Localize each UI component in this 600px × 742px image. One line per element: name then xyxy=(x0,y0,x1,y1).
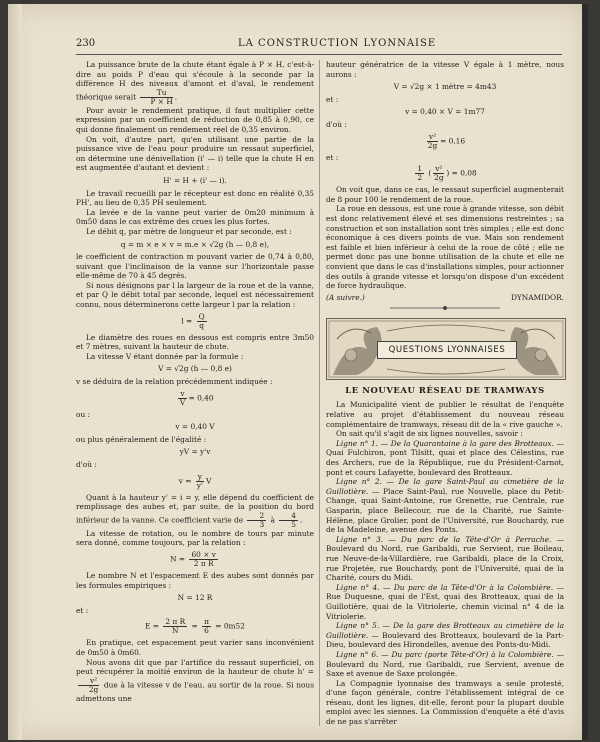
equation-label: d'où : xyxy=(326,119,347,129)
equation: l = $\frac{Q}{q}$ xyxy=(181,311,205,330)
running-title: LA CONSTRUCTION LYONNAISE xyxy=(238,38,437,49)
equation: V = √2g × 1 mètre = 4m43 xyxy=(393,82,497,92)
paragraph: On voit, d'autre part, qu'en utilisant une partie de la puissance vive de l'eau pour produire un ressaut superficiel, on détermine une dénivellation (i' — i) telle que la chute H en est augmentée d'autant et devient : xyxy=(76,134,314,173)
equation: q = m × e × v = m.e × √2g (h — 0,8 e), xyxy=(120,239,270,249)
equation: N = $\frac{60 \times v}{\text{2 π R}}$ xyxy=(170,549,216,568)
paragraph: La levée e de la vanne peut varier de 0m20 minimum à 0m50 dans le cas extrême des crues les plus fortes. xyxy=(76,207,314,227)
equation-label: et : xyxy=(326,94,339,104)
banner-title: QUESTIONS LYONNAISES xyxy=(377,341,517,359)
paragraph: La Compagnie lyonnaise des tramways a seule protesté, d'une façon générale, contre l'établissement intégral de ce réseau, dont les lignes, dit-elle, feront pour la plupart double emploi avec les siennes. La Commission d'enquête a été d'avis de ne pas s'arrêter xyxy=(326,678,564,727)
paragraph: La vitesse de rotation, ou le nombre de tours par minute sera donné, comme toujours, par la relation : xyxy=(76,528,314,548)
equation: v = 0,40 × V = 1m77 xyxy=(405,107,485,117)
paragraph: v se déduira de la relation précédemment indiquée : xyxy=(76,377,273,387)
equation-label: d'où : xyxy=(76,460,97,469)
equation: $\frac{v}{V}$ = 0,40 xyxy=(179,388,214,407)
tram-line-3: Ligne n° 3. — Du parc de la Tête-d'Or à Perrache. — Boulevard du Nord, rue Garibaldi, rue Servient, rue Boileau, rue Neuve-de-la-Villardière, rue Garibaldi, place de la Croix, rue Projetée, rue Bouchardy, pont de l'Université, quai de la Charité, cours du Midi. xyxy=(326,534,564,583)
paragraph: En pratique, cet espacement peut varier sans inconvénient de 0m50 à 0m60. xyxy=(76,638,314,657)
paragraph: le coefficient de contraction m pouvant varier de 0,74 à 0,80, suivant que l'inclinaison de la vanne sur l'horizontale passe elle-même de 70 à 45 degrés. xyxy=(76,252,314,281)
paragraph: La roue en dessous, est une roue à grande vitesse, son débit est donc relativement élevé et ses dimensions restreintes ; sa construction et son installation sont très simples ; elle est donc économique à ces divers points de vue. Mais son rendement est faible et bien inférieur à celui de la roue de côté ; elle ne permet donc pas une bonne utilisation de la chute et elle ne convient que dans le cas d'installations simples, pour actionner des outils à grande vitesse et lorsqu'on dispose d'un excédent de force hydraulique. xyxy=(326,204,564,291)
to-be-continued: (A suivre.) xyxy=(326,292,365,302)
equation: H' = H + (i' — i). xyxy=(163,175,227,185)
paragraph: Pour avoir le rendement pratique, il faut multiplier cette expression par un coefficient de réduction de 0,85 à 0,90, ce qui donne finalement un rendement réel de 0,35 environ. xyxy=(76,105,314,134)
signature-line xyxy=(326,293,564,303)
paragraph: Le travail recueilli par le récepteur est donc en réalité 0,35 PH', au lieu de 0,35 PH seulement. xyxy=(76,188,314,208)
equation: $\frac{\text{v²}}{2g}$ = 0,16 xyxy=(427,131,466,150)
section-banner xyxy=(326,318,566,380)
paragraph: La vitesse V étant donnée par la formule : xyxy=(86,351,244,361)
equation-label: et : xyxy=(76,605,89,615)
equation: E = $\frac{\text{2 π R}}{N}$ = $\frac{\pi}{6}$ = 0m52 xyxy=(145,617,245,636)
paragraph: Quant à la hauteur y' = i = y, elle dépend du coefficient de remplissage des aubes et, par suite, de la position du bord inférieur de la vanne. Ce coefficient varie de $\frac{2}{3}$ à $\frac{4}{5}$ . xyxy=(76,492,314,529)
paragraph: Le débit q, par mètre de longueur et par seconde, est : xyxy=(86,226,292,236)
paragraph: hauteur génératrice de la vitesse V égale à 1 mètre, nous aurons : xyxy=(326,60,564,79)
right-column xyxy=(326,60,564,727)
equation: N = 12 R xyxy=(177,593,213,603)
paragraph: La puissance brute de la chute étant égale à P × H, c'est-à-dire au poids P d'eau qui s'écoule à la seconde par la différence H des niveaux d'amont et d'aval, le rendement théorique serait $\frac{Tu}{P \times H}$ . xyxy=(76,60,314,106)
page-number: 230 xyxy=(76,38,96,49)
paragraph: On sait qu'il s'agit de six lignes nouvelles, savoir : xyxy=(336,429,523,439)
equation: V = √2g (h — 0,8 e) xyxy=(158,364,232,374)
tram-line-4: Ligne n° 4. — Du parc de la Tête-d'Or à la Colombière. — Rue Duquesne, quai de l'Est, quai des Brotteaux, quai de la Guillotière, quai de la Vitriolerie, chemin vicinal n° 4 de la Vitriolerie. xyxy=(326,582,565,621)
paragraph: Le diamètre des roues en dessous est compris entre 3m50 et 7 mètres, suivant la hauteur de chute. xyxy=(76,332,314,352)
paragraph: On voit que, dans ce cas, le ressaut superficiel augmenterait de 8 pour 100 le rendement de la roue. xyxy=(326,185,564,204)
equation-label: ou : xyxy=(76,409,91,419)
divider-ornament xyxy=(390,305,500,311)
fraction: $\frac{Tu}{P \times H}$ xyxy=(140,89,172,106)
paragraph: La Municipalité vient de publier le résultat de l'enquête relative au projet d'établissement du nouveau réseau complémentaire de tramways, réseau dit de la « rive gauche ». xyxy=(326,400,564,429)
equation: v = $\frac{y}{y'}$ V xyxy=(178,471,212,490)
equation: yV = y'v xyxy=(179,447,211,457)
newspaper-page xyxy=(8,4,588,740)
equation: v = 0,40 V xyxy=(175,422,215,432)
tram-line-2: Ligne n° 2. — De la gare Saint-Paul au cimetière de la Guillotière. — Place Saint-Paul, rue Nouvelle, place du Petit-Change, quai Saint-Antoine, rue Grenette, rue Centrale, rue Gasparin, place Bellecour, rue de la Charité, rue Sainte-Hélène, place Grolier, pont de l'Université, rue Bouchardy, rue de la Madeleine, avenue des Ponts. xyxy=(326,477,564,535)
page-binding xyxy=(8,4,22,740)
tram-line-5: Ligne n° 5. — De la gare des Brotteaux au cimetière de la Guillotière. — Boulevard des Brotteaux, boulevard de la Part-Dieu, boulevard des Hirondelles, avenue des Ponts-du-Midi. xyxy=(326,621,564,650)
paragraph: Si nous désignons par l la largeur de la roue et de la vanne, et par Q le débit total par seconde, lequel est nécessairement connu, nous déterminerons cette largeur l par la relation : xyxy=(76,280,314,310)
equation: $\frac{1}{2}$ ( $\frac{\text{v²}}{2g}$ ) = 0,08 xyxy=(417,164,477,183)
tram-line-1: Ligne n° 1. — De la Quarantaine à la gare des Brotteaux. — Quai Fulchiron, pont Tilsitt, quai et place des Célestins, rue des Archers, rue de la République, rue du Président-Carnot, pont et cours Lafayette, boulevard des Brotteaux. xyxy=(326,438,564,477)
header-rule xyxy=(76,54,562,55)
left-column xyxy=(76,60,314,703)
ornament-divider xyxy=(326,305,564,315)
paragraph: Le nombre N et l'espacement E des aubes sont donnés par les formules empiriques : xyxy=(76,570,314,590)
equation-label: ou plus généralement de l'égalité : xyxy=(76,434,207,444)
article-heading: LE NOUVEAU RÉSEAU DE TRAMWAYS xyxy=(345,384,545,395)
author-name: DYNAMIDOR. xyxy=(511,292,564,302)
equation-label: et : xyxy=(326,152,339,162)
paragraph: Nous avons dit que par l'artifice du ressaut superficiel, on peut récupérer la moitié environ de la hauteur de chute h' = $\frac{\text{v²}}{2g}$ due à la vitesse v de l'eau, au sortir de la roue. Si nous admettons une xyxy=(76,657,314,703)
column-separator xyxy=(319,60,320,726)
tram-line-6: Ligne n° 6. — Du parc (porte Tête-d'Or) à la Colombière. — Boulevard du Nord, rue Garibaldi, rue Servient, avenue de Saxe et avenue de Saxe prolongée. xyxy=(326,649,564,679)
page-edge xyxy=(582,4,588,740)
